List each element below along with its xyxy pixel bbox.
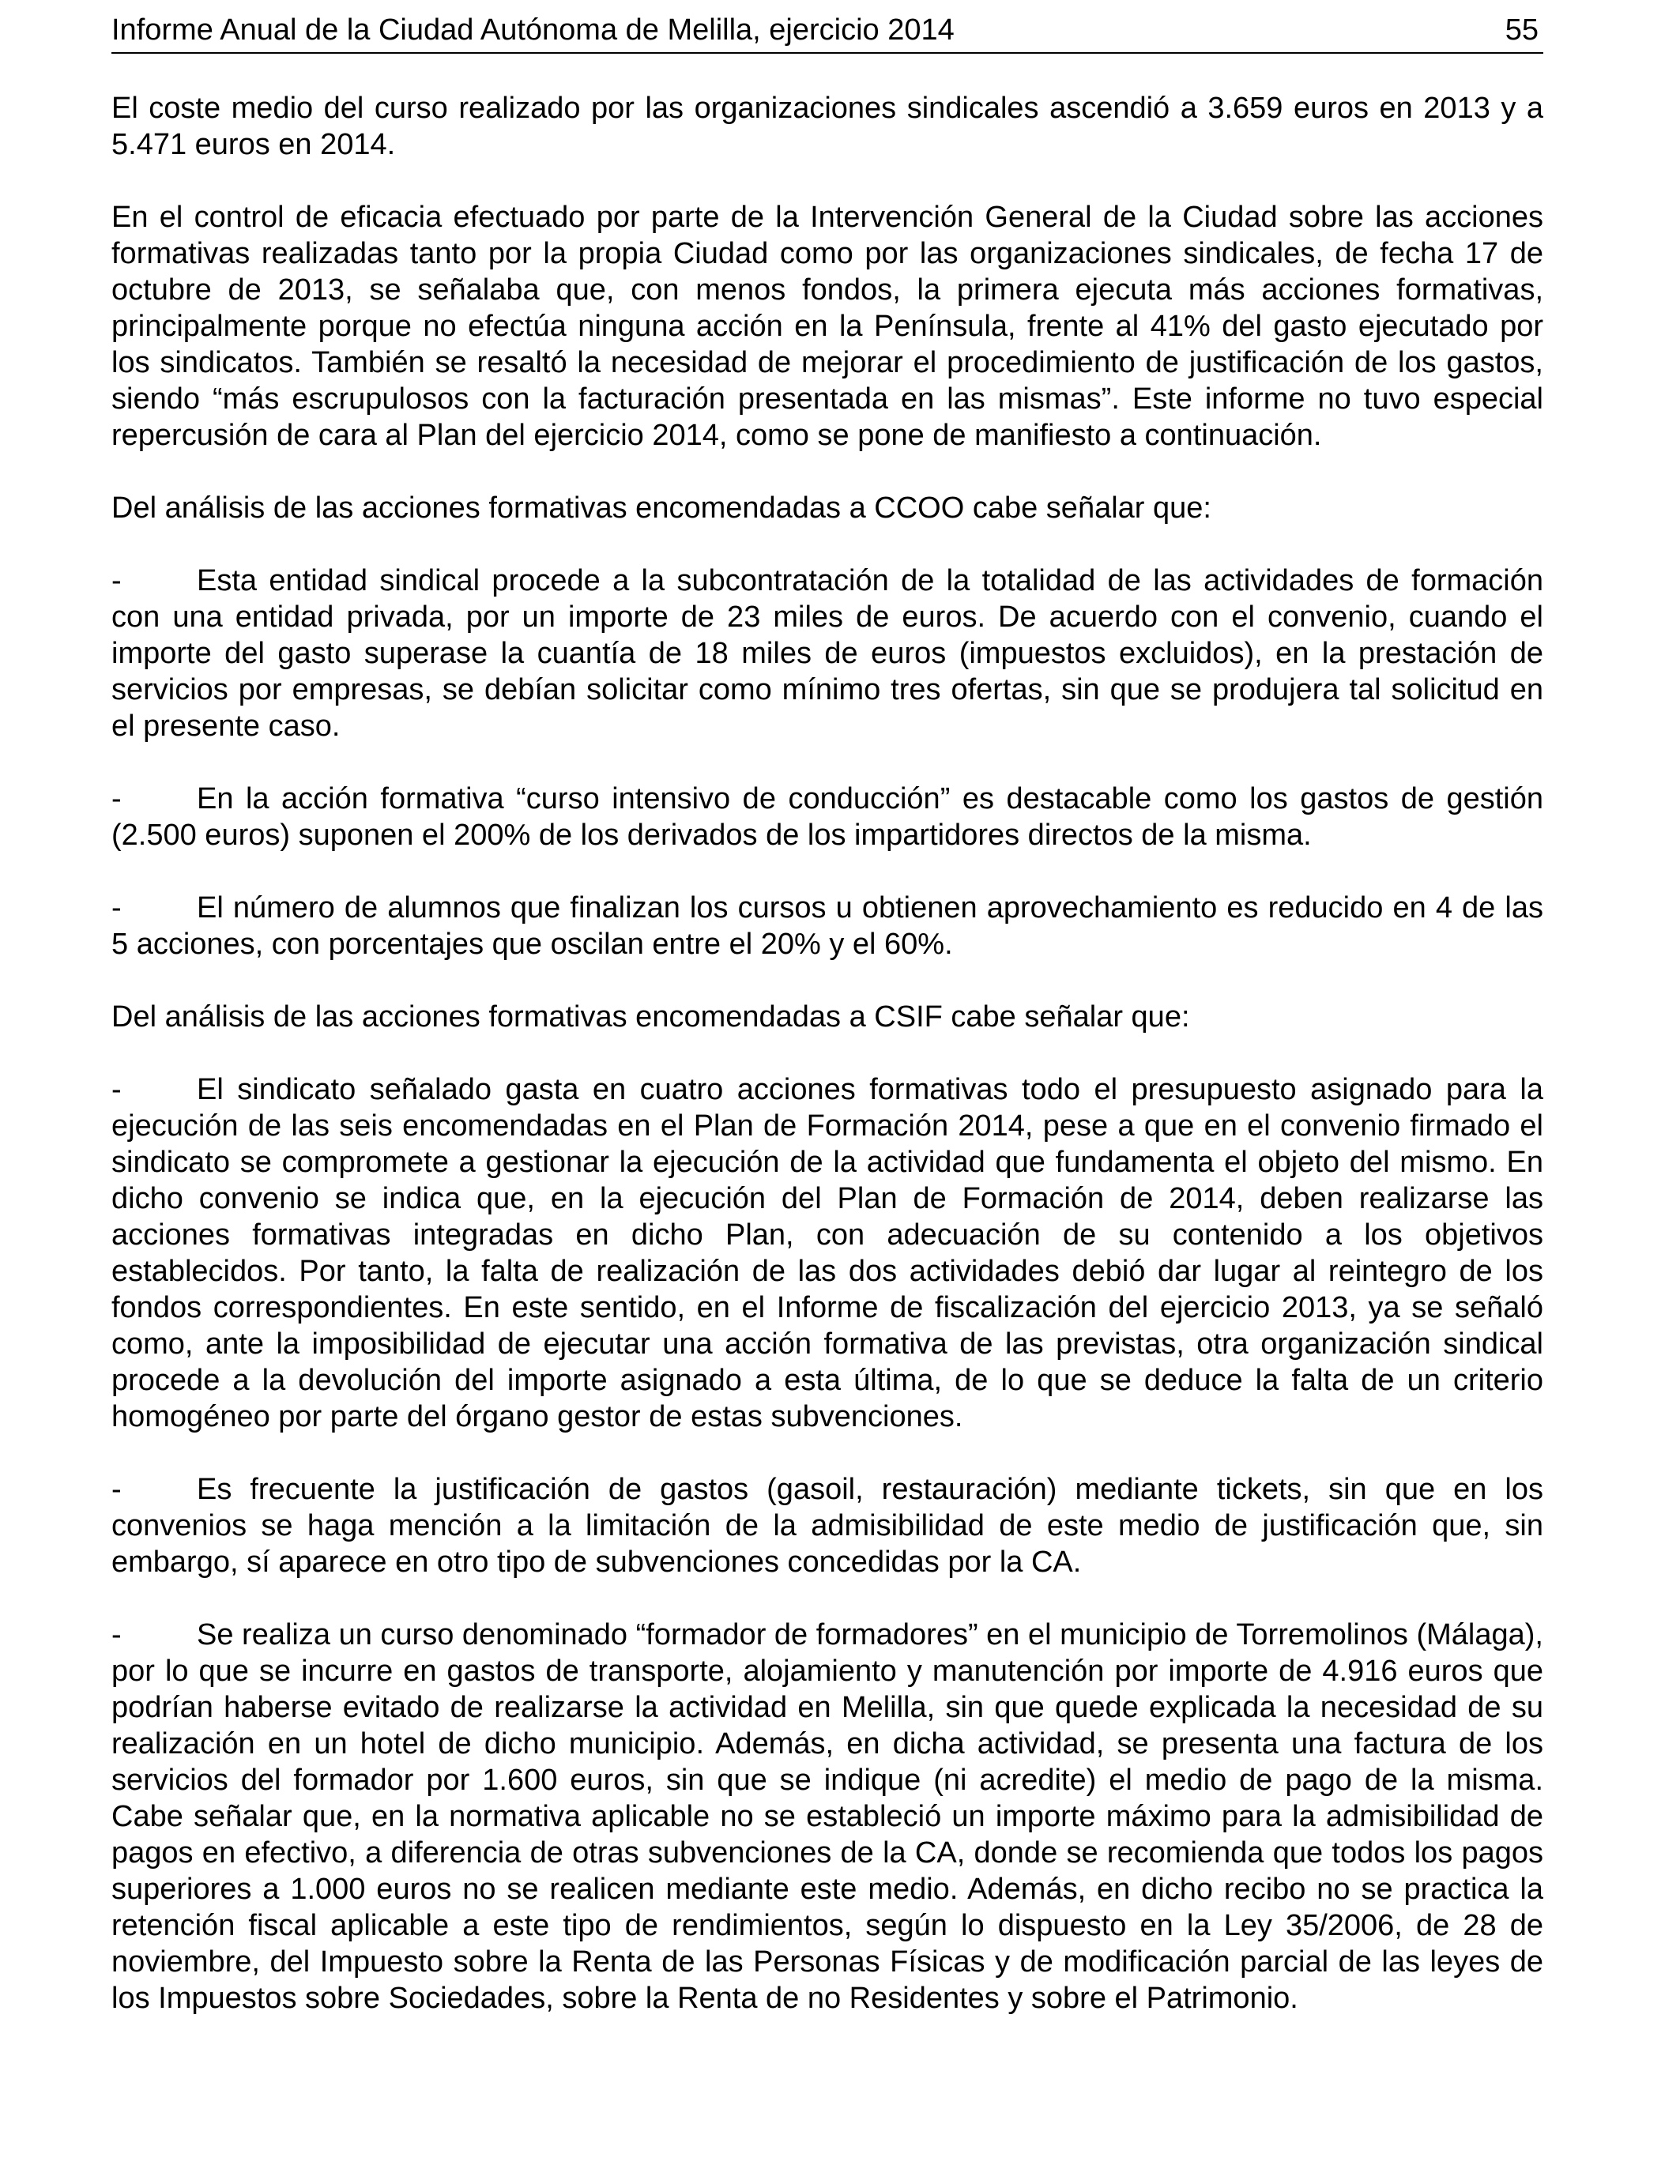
paragraph-ccoo-intro: Del análisis de las acciones formativas encomendadas a CCOO cabe señalar que:: [111, 491, 1211, 525]
list-item-text: Se realiza un curso denominado “formador de formadores” en el municipio de Torremolinos (Málaga), por lo que se incurre en gastos de transporte, alojamiento y manutención por importe de 4.916 euros que podrían haberse evitado de realizarse la actividad en Melilla, sin que quede explicada la necesidad de su realización en un hotel de dicho municipio. Además, en dicha actividad, se presenta una factura de los servicios del formador por 1.600 euros, sin que se indique (ni acredite) el medio de pago de la misma. Cabe señalar que, en la normativa aplicable no se estableció un importe máximo para la admisibilidad de pagos en efectivo, a diferencia de otras subvenciones de la CA, donde se recomienda que todos los pagos superiores a 1.000 euros no se realicen mediante este medio. Además, en dicho recibo no se practica la retención fiscal aplicable a este tipo de rendimientos, según lo dispuesto en la Ley 35/2006, de 28 de noviembre, del Impuesto sobre la Renta de las Personas Físicas y de modificación parcial de las leyes de los Impuestos sobre Sociedades, sobre la Renta de no Residentes y sobre el Patrimonio.: [111, 1618, 1543, 2015]
list-item-text: Esta entidad sindical procede a la subcontratación de la totalidad de las actividades de formación con una entidad privada, por un importe de 23 miles de euros. De acuerdo con el convenio, cuando el importe del gasto superase la cuantía de 18 miles de euros (impuestos excluidos), en la prestación de servicios por empresas, se debían solicitar como mínimo tres ofertas, sin que se produjera tal solicitud en el presente caso.: [111, 564, 1543, 743]
list-item: [111, 1071, 1543, 1435]
page-header: [111, 11, 1543, 54]
list-item: [111, 781, 1543, 853]
list-item: [111, 1471, 1543, 1580]
page-number: 55: [1505, 13, 1539, 47]
header-title: Informe Anual de la Ciudad Autónoma de Melilla, ejercicio 2014: [111, 13, 955, 47]
list-item: [111, 563, 1543, 744]
bullet-dash: -: [111, 1073, 122, 1106]
list-item-text: El número de alumnos que finalizan los cursos u obtienen aprovechamiento es reducido en 4 de las 5 acciones, con porcentajes que oscilan entre el 20% y el 60%.: [111, 891, 1543, 961]
list-item-text: En la acción formativa “curso intensivo de conducción” es destacable como los gastos de gestión (2.500 euros) suponen el 200% de los derivados de los impartidores directos de la misma.: [111, 782, 1543, 852]
bullet-dash: -: [111, 782, 122, 815]
paragraph-csif-intro: Del análisis de las acciones formativas encomendadas a CSIF cabe señalar que:: [111, 1000, 1190, 1034]
bullet-dash: -: [111, 1618, 122, 1651]
bullet-dash: -: [111, 1473, 122, 1506]
list-item-text: El sindicato señalado gasta en cuatro acciones formativas todo el presupuesto asignado para la ejecución de las seis encomendadas en el Plan de Formación 2014, pese a que en el convenio firmado el sindicato se compromete a gestionar la ejecución de la actividad que fundamenta el objeto del mismo. En dicho convenio se indica que, en la ejecución del Plan de Formación de 2014, deben realizarse las acciones formativas integradas en dicho Plan, con adecuación de su contenido a los objetivos establecidos. Por tanto, la falta de realización de las dos actividades debió dar lugar al reintegro de los fondos correspondientes. En este sentido, en el Informe de fiscalización del ejercicio 2013, ya se señaló como, ante la imposibilidad de ejecutar una acción formativa de las previstas, otra organización sindical procede a la devolución del importe asignado a esta última, de lo que se deduce la falta de un criterio homogéneo por parte del órgano gestor de estas subvenciones.: [111, 1073, 1543, 1433]
paragraph-control-eficacia: En el control de eficacia efectuado por parte de la Intervención General de la Ciudad sobre las acciones formativas realizadas tanto por la propia Ciudad como por las organizaciones sindicales, de fecha 17 de octubre de 2013, se señalaba que, con menos fondos, la primera ejecuta más acciones formativas, principalmente porque no efectúa ninguna acción en la Península, frente al 41% del gasto ejecutado por los sindicatos. También se resaltó la necesidad de mejorar el procedimiento de justificación de los gastos, siendo “más escrupulosos con la facturación presentada en las mismas”. Este informe no tuvo especial repercusión de cara al Plan del ejercicio 2014, como se pone de manifiesto a continuación.: [111, 201, 1543, 452]
bullet-dash: -: [111, 564, 122, 597]
list-item-text: Es frecuente la justificación de gastos (gasoil, restauración) mediante tickets, sin que en los convenios se haga mención a la limitación de la admisibilidad de este medio de justificación que, sin embargo, sí aparece en otro tipo de subvenciones concedidas por la CA.: [111, 1473, 1543, 1579]
list-item: [111, 1617, 1543, 2016]
bullet-dash: -: [111, 891, 122, 924]
paragraph-cost: El coste medio del curso realizado por las organizaciones sindicales ascendió a 3.659 euros en 2013 y a 5.471 euros en 2014.: [111, 92, 1543, 161]
list-item: [111, 890, 1543, 962]
document-body: [111, 90, 1543, 2053]
